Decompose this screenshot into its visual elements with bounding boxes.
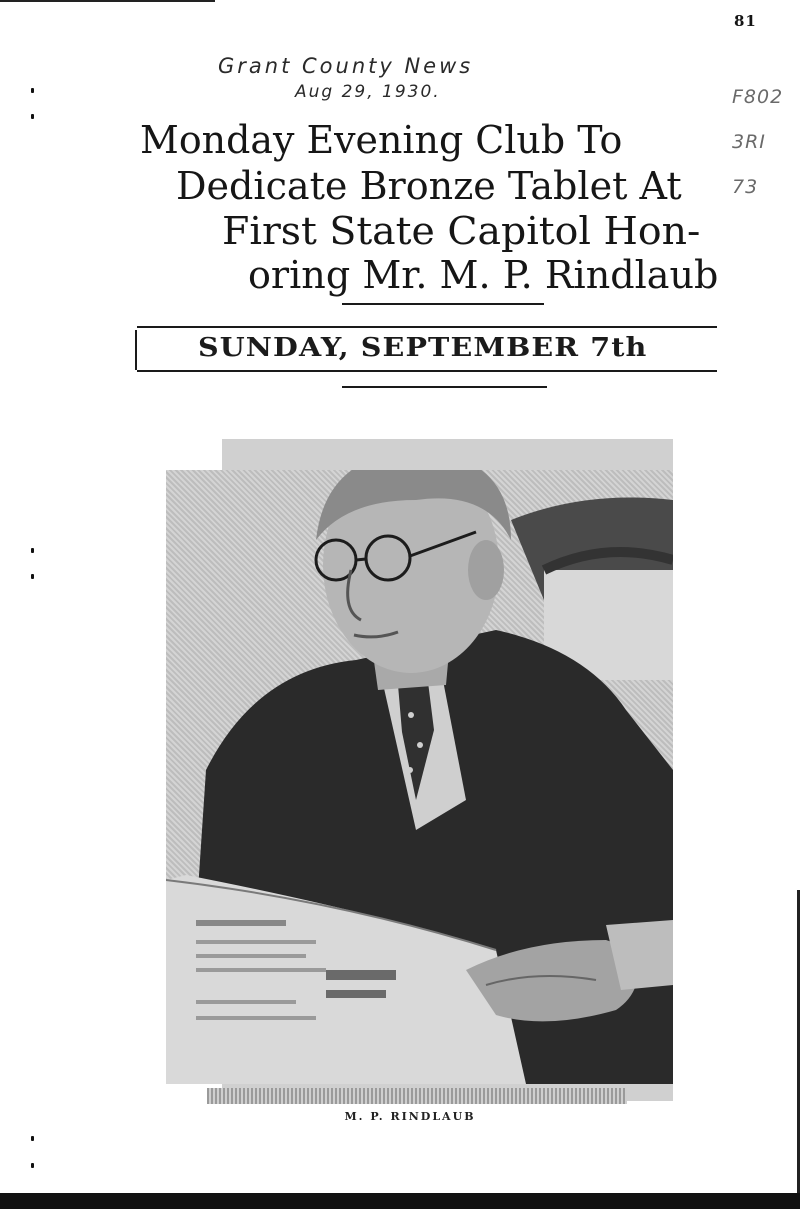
portrait-photo — [166, 470, 673, 1084]
headline-line: oring Mr. M. P. Rindlaub — [248, 253, 719, 297]
scan-border-bottom — [0, 1193, 800, 1209]
scan-border-top — [0, 0, 215, 2]
scan-speck — [31, 88, 34, 93]
headline-line: Dedicate Bronze Tablet At — [176, 164, 682, 208]
handwritten-source: Grant County News — [218, 54, 474, 78]
headline-line: Monday Evening Club To — [140, 118, 623, 162]
dateline-box-top — [137, 326, 717, 328]
photo-bottom-strip — [207, 1088, 627, 1104]
handwritten-catalog-code: 3RI — [732, 131, 766, 153]
scan-speck — [31, 574, 34, 579]
dateline: SUNDAY, SEPTEMBER 7th — [198, 333, 648, 363]
dateline-box-bottom — [137, 370, 717, 372]
portrait-illustration — [166, 470, 673, 1084]
handwritten-catalog-code: 73 — [732, 176, 759, 198]
handwritten-catalog-code: F802 — [732, 86, 784, 108]
dateline-box-left — [135, 330, 137, 370]
handwritten-date: Aug 29, 1930. — [295, 82, 441, 102]
scan-speck — [31, 114, 34, 119]
scan-speck — [31, 1163, 34, 1168]
scan-speck — [31, 1136, 34, 1141]
headline-line: First State Capitol Hon- — [222, 209, 701, 253]
divider-rule — [342, 386, 547, 388]
photo-caption: M. P. RINDLAUB — [344, 1110, 476, 1123]
page-number: 81 — [734, 12, 757, 30]
scan-speck — [31, 548, 34, 553]
divider-rule — [342, 303, 544, 305]
